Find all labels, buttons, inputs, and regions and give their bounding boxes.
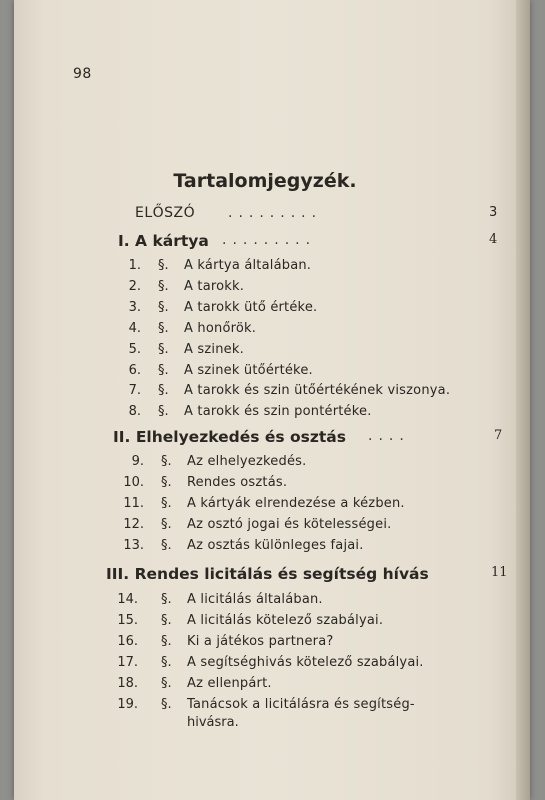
toc-item-number: 5. bbox=[128, 341, 141, 357]
toc-item-text: Rendes osztás. bbox=[187, 474, 288, 490]
paragraph-sign: §. bbox=[161, 654, 172, 670]
toc-item-text: Ki a játékos partnera? bbox=[187, 633, 334, 649]
paragraph-sign: §. bbox=[161, 633, 172, 649]
toc-item-number: 1. bbox=[128, 258, 141, 273]
toc-item-number: 13. bbox=[123, 537, 144, 553]
toc-item-number: 8. bbox=[128, 404, 141, 420]
toc-item-text: A tarokk. bbox=[184, 278, 245, 294]
toc-item-text: A szinek. bbox=[184, 341, 244, 357]
paragraph-sign: §. bbox=[158, 258, 169, 273]
dot-leader: ......... bbox=[222, 232, 317, 248]
page-edge bbox=[516, 0, 530, 800]
paragraph-sign: §. bbox=[161, 474, 172, 490]
toc-item-text: Az osztás különleges fajai. bbox=[187, 537, 364, 553]
toc-item-text: A szinek ütőértéke. bbox=[184, 362, 313, 378]
toc-item-text: A licitálás általában. bbox=[187, 592, 323, 607]
page-number: 98 bbox=[73, 66, 92, 82]
toc-title: Tartalomjegyzék. bbox=[173, 170, 357, 192]
book-page bbox=[14, 0, 530, 800]
toc-entry-page: 3 bbox=[489, 205, 498, 220]
toc-item-number: 4. bbox=[128, 320, 141, 336]
toc-item-text: Az ellenpárt. bbox=[187, 675, 272, 691]
toc-item-number: 14. bbox=[117, 592, 138, 607]
toc-item-text: Az osztó jogai és kötelességei. bbox=[187, 516, 392, 532]
paragraph-sign: §. bbox=[161, 454, 172, 469]
toc-item-text: Az elhelyezkedés. bbox=[187, 454, 307, 469]
toc-item-text: A tarokk ütő értéke. bbox=[184, 299, 318, 315]
paragraph-sign: §. bbox=[161, 495, 172, 511]
toc-item-number: 19. bbox=[117, 696, 138, 712]
paragraph-sign: §. bbox=[161, 516, 172, 532]
toc-item-number: 12. bbox=[123, 516, 144, 532]
toc-item-text: A honőrök. bbox=[184, 320, 257, 336]
toc-item-number: 7. bbox=[128, 383, 141, 399]
toc-item-number: 9. bbox=[131, 454, 144, 469]
toc-item-number: 16. bbox=[117, 633, 138, 649]
toc-section-title: II. Elhelyezkedés és osztás bbox=[113, 428, 346, 446]
toc-item-number: 6. bbox=[128, 362, 141, 378]
toc-section-page: 11 bbox=[491, 565, 508, 580]
paragraph-sign: §. bbox=[158, 362, 169, 378]
toc-item-text: A kártyák elrendezése a kézben. bbox=[187, 495, 405, 511]
paragraph-sign: §. bbox=[158, 278, 169, 294]
paragraph-sign: §. bbox=[158, 341, 169, 357]
paragraph-sign: §. bbox=[161, 592, 172, 607]
dot-leader: ......... bbox=[228, 205, 323, 221]
toc-item-text: A kártya általában. bbox=[184, 258, 312, 273]
toc-item-text: A tarokk és szin ütőértékének viszonya. bbox=[184, 383, 451, 399]
toc-item-number: 10. bbox=[123, 474, 144, 490]
toc-entry-label: ELŐSZÓ bbox=[135, 205, 196, 221]
toc-item-number: 11. bbox=[123, 495, 144, 511]
paragraph-sign: §. bbox=[158, 383, 169, 399]
toc-section-page: 4 bbox=[489, 232, 498, 247]
toc-item-number: 17. bbox=[117, 654, 138, 670]
paragraph-sign: §. bbox=[158, 320, 169, 336]
toc-item-text: A tarokk és szin pontértéke. bbox=[184, 404, 372, 420]
paragraph-sign: §. bbox=[158, 404, 169, 420]
paragraph-sign: §. bbox=[161, 612, 172, 628]
toc-item-number: 3. bbox=[128, 299, 141, 315]
toc-item-number: 15. bbox=[117, 612, 138, 628]
paragraph-sign: §. bbox=[161, 537, 172, 553]
paragraph-sign: §. bbox=[161, 696, 172, 712]
toc-section-title: I. A kártya bbox=[118, 232, 209, 250]
paragraph-sign: §. bbox=[161, 675, 172, 691]
paragraph-sign: §. bbox=[158, 299, 169, 315]
toc-section-page: 7 bbox=[494, 428, 503, 443]
toc-item-text: Tanácsok a licitálásra és segítség- bbox=[187, 696, 415, 712]
toc-section-title: III. Rendes licitálás és segítség hívás bbox=[106, 565, 429, 583]
dot-leader: .... bbox=[368, 428, 410, 444]
toc-item-text: A licitálás kötelező szabályai. bbox=[187, 612, 384, 628]
toc-item-continuation: hivásra. bbox=[187, 714, 239, 730]
toc-item-number: 2. bbox=[128, 278, 141, 294]
toc-item-text: A segítséghivás kötelező szabályai. bbox=[187, 654, 424, 670]
toc-item-number: 18. bbox=[117, 675, 138, 691]
